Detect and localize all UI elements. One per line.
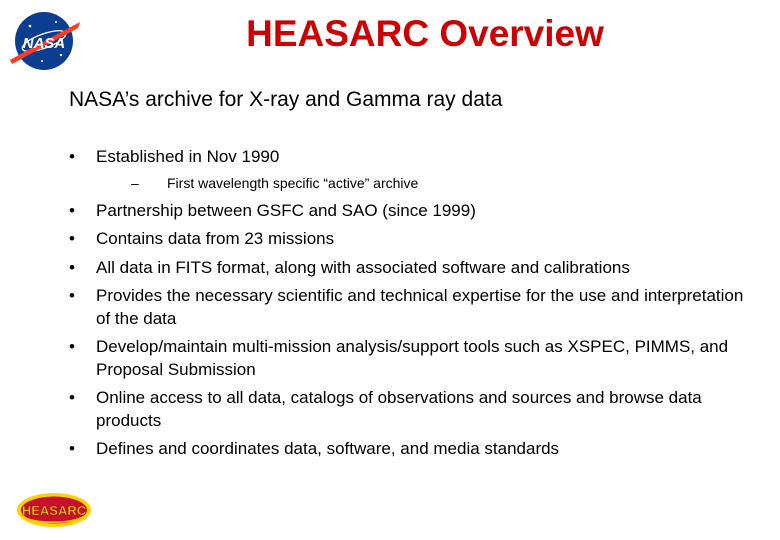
bullet-item [69,228,749,251]
bullet-marker: • [69,229,75,248]
bullet-text: Partnership between GSFC and SAO (since 1999) [96,200,476,220]
bullet-text: Contains data from 23 missions [96,229,335,248]
bullet-item [69,336,749,381]
nasa-logo-text: NASA [22,35,66,52]
bullet-text: Established in Nov 1990 [96,147,280,166]
sub-bullet-item [69,173,749,193]
slide-subtitle: NASA’s archive for X-ray and Gamma ray data [69,88,503,111]
bullet-marker: • [69,286,75,305]
bullet-list [69,146,749,467]
bullet-item [69,438,749,461]
bullet-marker: • [69,439,75,458]
bullet-marker: • [69,337,75,356]
heasarc-logo-text: HEASARC [21,503,87,518]
bullet-item [69,200,749,223]
slide-title: HEASARC Overview [246,13,604,54]
bullet-marker: • [69,147,75,166]
bullet-item [69,146,749,169]
bullet-text: Defines and coordinates data, software, and media standards [96,439,560,458]
bullet-text: Develop/maintain multi-mission analysis/support tools such as XSPEC, PIMMS, and Proposal Submission [96,337,729,379]
bullet-item [69,257,749,280]
sub-bullet-marker: – [131,174,139,191]
bullet-item [69,285,749,330]
bullet-item [69,387,749,432]
sub-bullet-text: First wavelength specific “active” archive [167,174,419,191]
bullet-text: All data in FITS format, along with associated software and calibrations [96,257,630,277]
bullet-marker: • [69,200,75,220]
bullet-marker: • [69,257,75,277]
bullet-text: Provides the necessary scientific and technical expertise for the use and interpretation of the data [96,286,744,328]
bullet-text: Online access to all data, catalogs of observations and sources and browse data products [96,388,702,430]
heasarc-logo [15,491,93,529]
bullet-marker: • [69,388,75,407]
